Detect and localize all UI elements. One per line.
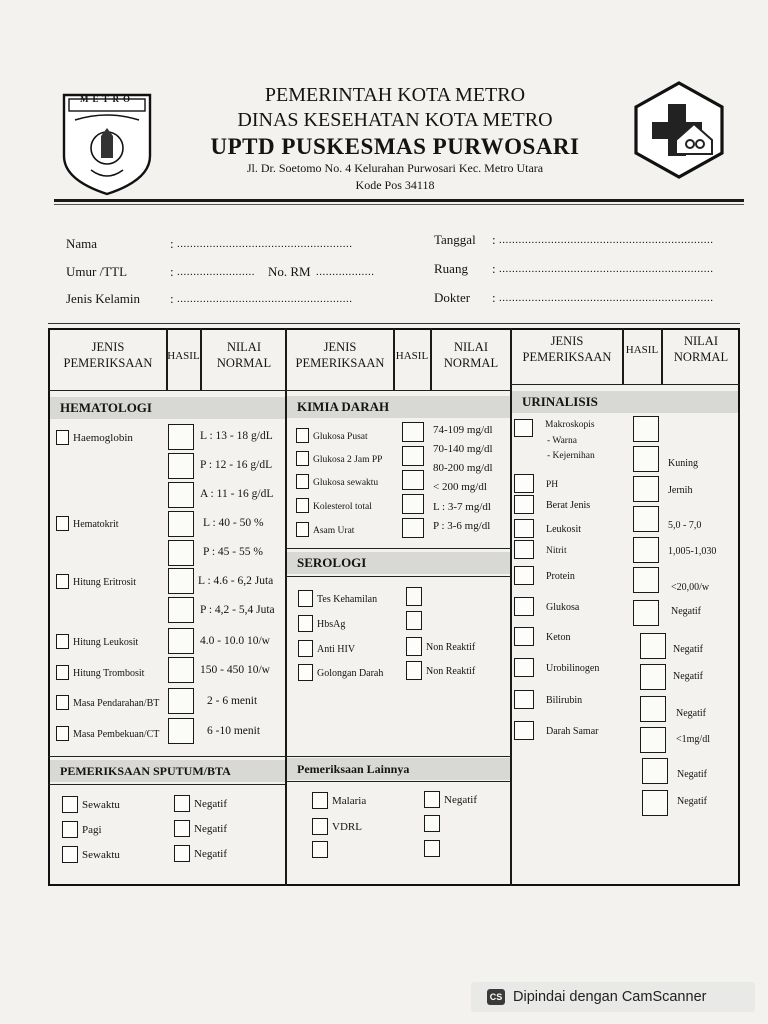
checkbox[interactable] (56, 574, 69, 589)
colon-nama: : (170, 236, 174, 251)
hema-hasil-4[interactable] (168, 511, 194, 537)
colon-dokter: : (492, 290, 496, 305)
urin-hasil-10[interactable] (640, 696, 666, 722)
colhead-hasil-1: HASIL (167, 350, 200, 362)
kimia-hasil-4[interactable] (402, 494, 424, 514)
checkbox[interactable] (174, 820, 190, 837)
checkbox[interactable] (174, 845, 190, 862)
sputum-item-3[interactable]: Sewaktu (62, 845, 120, 863)
checkbox[interactable] (514, 690, 534, 709)
colhead-jenis-3: JENIS PEMERIKSAAN (522, 334, 612, 364)
urin-normal-4: 1,005-1,030 (668, 546, 717, 557)
header-divider-thin (54, 204, 744, 205)
header-postal: Kode Pos 34118 (355, 178, 435, 192)
colon-umur: : (170, 264, 174, 279)
checkbox[interactable] (312, 792, 328, 809)
urin-hasil-7[interactable] (633, 600, 659, 626)
urin-normal-8: Negatif (673, 671, 703, 682)
label-tanggal: Tanggal (434, 232, 476, 247)
kimia-item-3[interactable]: Glukosa sewaktu (296, 472, 378, 490)
kimia-normal-5: L : 3-7 mg/dl (433, 501, 491, 513)
city-logo-text: METRO (79, 94, 134, 104)
checkbox[interactable] (514, 627, 534, 646)
label-nama: Nama (66, 236, 98, 251)
hema-normal-11: 6 -10 menit (207, 725, 261, 737)
checkbox[interactable] (62, 821, 78, 838)
urin-hasil-1[interactable] (633, 416, 659, 442)
lainnya-result-2[interactable] (424, 815, 440, 832)
kimia-hasil-3[interactable] (402, 470, 424, 490)
colhead-nilai-1: NILAI NORMAL (216, 340, 272, 370)
table-top-double (48, 323, 740, 324)
input-dokter[interactable]: .................................................................. (499, 292, 714, 304)
urin-hasil-9[interactable] (640, 664, 666, 690)
kimia-item-5[interactable]: Asam Urat (296, 520, 354, 538)
hema-item-bt[interactable]: Masa Pendarahan/BT (56, 693, 159, 711)
kimia-item-1[interactable]: Glukosa Pusat (296, 426, 368, 444)
lainnya-item-2[interactable]: VDRL (312, 817, 362, 835)
checkbox[interactable] (56, 726, 69, 741)
checkbox[interactable] (514, 419, 533, 437)
label-dokter: Dokter (434, 290, 471, 305)
lainnya-item-3[interactable] (312, 841, 328, 858)
input-umur[interactable]: ........................ (177, 266, 255, 278)
checkbox[interactable] (514, 658, 534, 677)
urin-hasil-3[interactable] (633, 476, 659, 502)
hema-normal-1: L : 13 - 18 g/dL (200, 430, 273, 442)
label-ruang: Ruang (434, 261, 468, 276)
hema-normal-3: A : 11 - 16 g/dL (200, 488, 274, 500)
header-line2: DINAS KESEHATAN KOTA METRO (237, 109, 553, 131)
kimia-hasil-5[interactable] (402, 518, 424, 538)
checkbox[interactable] (514, 597, 534, 616)
urin-normal-1: Kuning (668, 458, 698, 469)
urin-normal-5: <20,00/w (671, 582, 710, 593)
checkbox[interactable] (56, 634, 69, 649)
sputum-result-1[interactable]: Negatif (174, 794, 227, 812)
hema-normal-4: L : 40 - 50 % (203, 517, 264, 529)
checkbox[interactable] (298, 640, 313, 657)
header-line3: UPTD PUSKESMAS PURWOSARI (210, 134, 580, 159)
section-hematologi: HEMATOLOGI (50, 397, 285, 419)
label-no-rm: No. RM (268, 264, 311, 279)
sputum-under-line (48, 784, 285, 785)
hema-normal-2: P : 12 - 16 g/dL (200, 459, 273, 471)
kimia-hasil-2[interactable] (402, 446, 424, 466)
header-row-line-c (510, 384, 740, 385)
colhead-jenis-2: JENIS PEMERIKSAAN (295, 340, 385, 370)
section-sputum: PEMERIKSAAN SPUTUM/BTA (50, 760, 285, 782)
checkbox[interactable] (296, 428, 309, 443)
lainnya-result-1[interactable]: Negatif (424, 790, 477, 808)
serologi-top-line (285, 548, 511, 549)
input-no-rm[interactable]: .................. (316, 266, 375, 278)
header-row-line-a (48, 390, 511, 391)
kimia-normal-3: 80-200 mg/dl (433, 462, 493, 474)
hema-hasil-11[interactable] (168, 718, 194, 744)
checkbox[interactable] (296, 522, 309, 537)
urin-item-darah[interactable]: Darah Samar (514, 721, 598, 740)
checkbox[interactable] (298, 590, 313, 607)
urin-normal-10: <1mg/dl (676, 734, 710, 745)
checkbox[interactable] (174, 795, 190, 812)
colhead-hasil-2: HASIL (395, 350, 429, 362)
input-ruang[interactable]: .................................................................. (499, 263, 714, 275)
hema-item-hematokrit[interactable]: Hematokrit (56, 514, 119, 532)
urin-kejernihan-label: - Kejernihan (547, 451, 595, 461)
header-line1: PEMERINTAH KOTA METRO (264, 84, 526, 106)
urin-item-bilirubin[interactable]: Bilirubin (514, 690, 582, 709)
checkbox[interactable] (514, 519, 534, 538)
kimia-normal-6: P : 3-6 mg/dl (433, 520, 491, 532)
urin-item-keton[interactable]: Keton (514, 627, 570, 646)
checkbox[interactable] (298, 664, 313, 681)
colon-ruang: : (492, 261, 496, 276)
kimia-normal-4: < 200 mg/dl (433, 481, 487, 493)
urin-makro[interactable] (514, 419, 533, 437)
checkbox[interactable] (514, 495, 534, 514)
hema-hasil-2[interactable] (168, 453, 194, 479)
urin-item-protein[interactable]: Protein (514, 566, 575, 585)
hema-normal-9: 150 - 450 10/w (200, 664, 270, 676)
urin-hasil-13[interactable] (642, 790, 668, 816)
serologi-item-4[interactable]: Golongan Darah (298, 663, 383, 681)
urin-hasil-11[interactable] (640, 727, 666, 753)
hema-hasil-6[interactable] (168, 568, 194, 594)
colhead-nilai-3: NILAI NORMAL (673, 334, 729, 364)
section-urinalisis: URINALISIS (512, 391, 738, 413)
lainnya-item-1[interactable]: Malaria (312, 791, 366, 809)
sputum-item-2[interactable]: Pagi (62, 820, 102, 838)
urin-item-ph[interactable]: PH (514, 474, 558, 493)
kimia-hasil-1[interactable] (402, 422, 424, 442)
checkbox[interactable] (514, 474, 534, 493)
hema-normal-8: 4.0 - 10.0 10/w (200, 635, 270, 647)
serologi-item-3[interactable]: Anti HIV (298, 639, 355, 657)
hema-hasil-10[interactable] (168, 688, 194, 714)
urin-hasil-12[interactable] (642, 758, 668, 784)
serologi-item-1[interactable]: Tes Kehamilan (298, 589, 377, 607)
kimia-normal-2: 70-140 mg/dl (433, 443, 493, 455)
urin-normal-3: 5,0 - 7,0 (668, 520, 702, 531)
urin-item-bj[interactable]: Berat Jenis (514, 495, 590, 514)
serologi-hasil-2[interactable] (406, 611, 422, 630)
urin-makro-label: Makroskopis (545, 420, 595, 430)
hema-normal-7: P : 4,2 - 5,4 Juta (200, 604, 275, 616)
checkbox[interactable] (56, 665, 69, 680)
hema-item-eritrosit[interactable]: Hitung Eritrosit (56, 572, 136, 590)
checkbox[interactable] (424, 791, 440, 808)
sputum-result-2[interactable]: Negatif (174, 819, 227, 837)
urin-hasil-5[interactable] (633, 537, 659, 563)
hema-hasil-8[interactable] (168, 628, 194, 654)
input-jenis-kelamin[interactable]: ...................................................... (177, 293, 353, 305)
checkbox[interactable] (406, 661, 422, 680)
serologi-item-2[interactable]: HbsAg (298, 614, 345, 632)
checkbox[interactable] (298, 615, 313, 632)
input-nama[interactable]: ...................................................... (177, 238, 353, 250)
hema-normal-6: L : 4.6 - 6,2 Juta (198, 575, 274, 587)
colon-tanggal: : (492, 232, 496, 247)
hema-hasil-7[interactable] (168, 597, 194, 623)
urin-hasil-8[interactable] (640, 633, 666, 659)
urin-hasil-2[interactable] (633, 446, 659, 472)
section-serologi: SEROLOGI (287, 552, 510, 574)
urin-normal-11: Negatif (677, 769, 707, 780)
checkbox[interactable] (62, 846, 78, 863)
checkbox[interactable] (56, 516, 69, 531)
hema-hasil-1[interactable] (168, 424, 194, 450)
urin-normal-2: Jernih (668, 485, 693, 496)
colon-jenis-kelamin: : (170, 291, 174, 306)
urin-hasil-6[interactable] (633, 567, 659, 593)
lainnya-under-line (285, 781, 511, 782)
urin-normal-6: Negatif (671, 606, 701, 617)
label-umur: Umur /TTL (66, 264, 128, 279)
urin-normal-9: Negatif (676, 708, 706, 719)
hema-hasil-9[interactable] (168, 657, 194, 683)
checkbox[interactable] (514, 540, 534, 559)
checkbox[interactable] (296, 451, 309, 466)
sputum-item-1[interactable]: Sewaktu (62, 795, 120, 813)
colhead-hasil-3: HASIL (625, 344, 659, 356)
colhead-nilai-2: NILAI NORMAL (443, 340, 499, 370)
section-kimia: KIMIA DARAH (287, 396, 510, 418)
sputum-result-3[interactable]: Negatif (174, 844, 227, 862)
serologi-result-2[interactable]: Non Reaktif (406, 661, 475, 680)
serologi-hasil-1[interactable] (406, 587, 422, 606)
input-tanggal[interactable]: .................................................................. (499, 234, 714, 246)
urin-normal-12: Negatif (677, 796, 707, 807)
checkbox[interactable] (514, 566, 534, 585)
lainnya-result-3[interactable] (424, 840, 440, 857)
hema-normal-5: P : 45 - 55 % (203, 546, 263, 558)
serologi-result-1[interactable]: Non Reaktif (406, 637, 475, 656)
checkbox[interactable] (296, 474, 309, 489)
checkbox[interactable] (312, 818, 328, 835)
urin-warna-label: - Warna (547, 436, 577, 446)
urin-item-nitrit[interactable]: Nitrit (514, 540, 567, 559)
label-jenis-kelamin: Jenis Kelamin (66, 291, 141, 306)
kimia-item-4[interactable]: Kolesterol total (296, 496, 372, 514)
hema-item-haemoglobin[interactable]: Haemoglobin (56, 428, 133, 446)
checkbox[interactable] (514, 721, 534, 740)
hema-normal-10: 2 - 6 menit (207, 695, 258, 707)
checkbox[interactable] (296, 498, 309, 513)
urin-item-urobilinogen[interactable]: Urobilinogen (514, 658, 599, 677)
puskesmas-logo (632, 80, 726, 180)
urin-item-glukosa[interactable]: Glukosa (514, 597, 579, 616)
colhead-jenis-1: JENIS PEMERIKSAAN (63, 340, 153, 370)
camscanner-icon: CS (487, 989, 505, 1005)
serologi-under-line (285, 576, 511, 577)
sputum-top-line (48, 756, 285, 757)
kimia-item-2[interactable]: Glukosa 2 Jam PP (296, 449, 382, 467)
checkbox[interactable] (56, 430, 69, 445)
section-lainnya: Pemeriksaan Lainnya (287, 758, 510, 780)
header-address: Jl. Dr. Soetomo No. 4 Kelurahan Purwosari Kec. Metro Utara (246, 161, 544, 175)
urin-item-leukosit[interactable]: Leukosit (514, 519, 581, 538)
urin-normal-7: Negatif (673, 644, 703, 655)
kimia-normal-1: 74-109 mg/dl (433, 424, 493, 436)
hema-item-ct[interactable]: Masa Pembekuan/CT (56, 724, 159, 742)
hema-hasil-5[interactable] (168, 540, 194, 566)
city-logo (61, 92, 153, 196)
hema-item-leukosit[interactable]: Hitung Leukosit (56, 632, 138, 650)
camscanner-text: Dipindai dengan CamScanner (513, 989, 707, 1005)
header-divider (54, 199, 744, 202)
checkbox[interactable] (62, 796, 78, 813)
checkbox[interactable] (406, 637, 422, 656)
checkbox[interactable] (56, 695, 69, 710)
hema-hasil-3[interactable] (168, 482, 194, 508)
hema-item-trombosit[interactable]: Hitung Trombosit (56, 663, 144, 681)
camscanner-badge (471, 982, 755, 1012)
urin-hasil-4[interactable] (633, 506, 659, 532)
